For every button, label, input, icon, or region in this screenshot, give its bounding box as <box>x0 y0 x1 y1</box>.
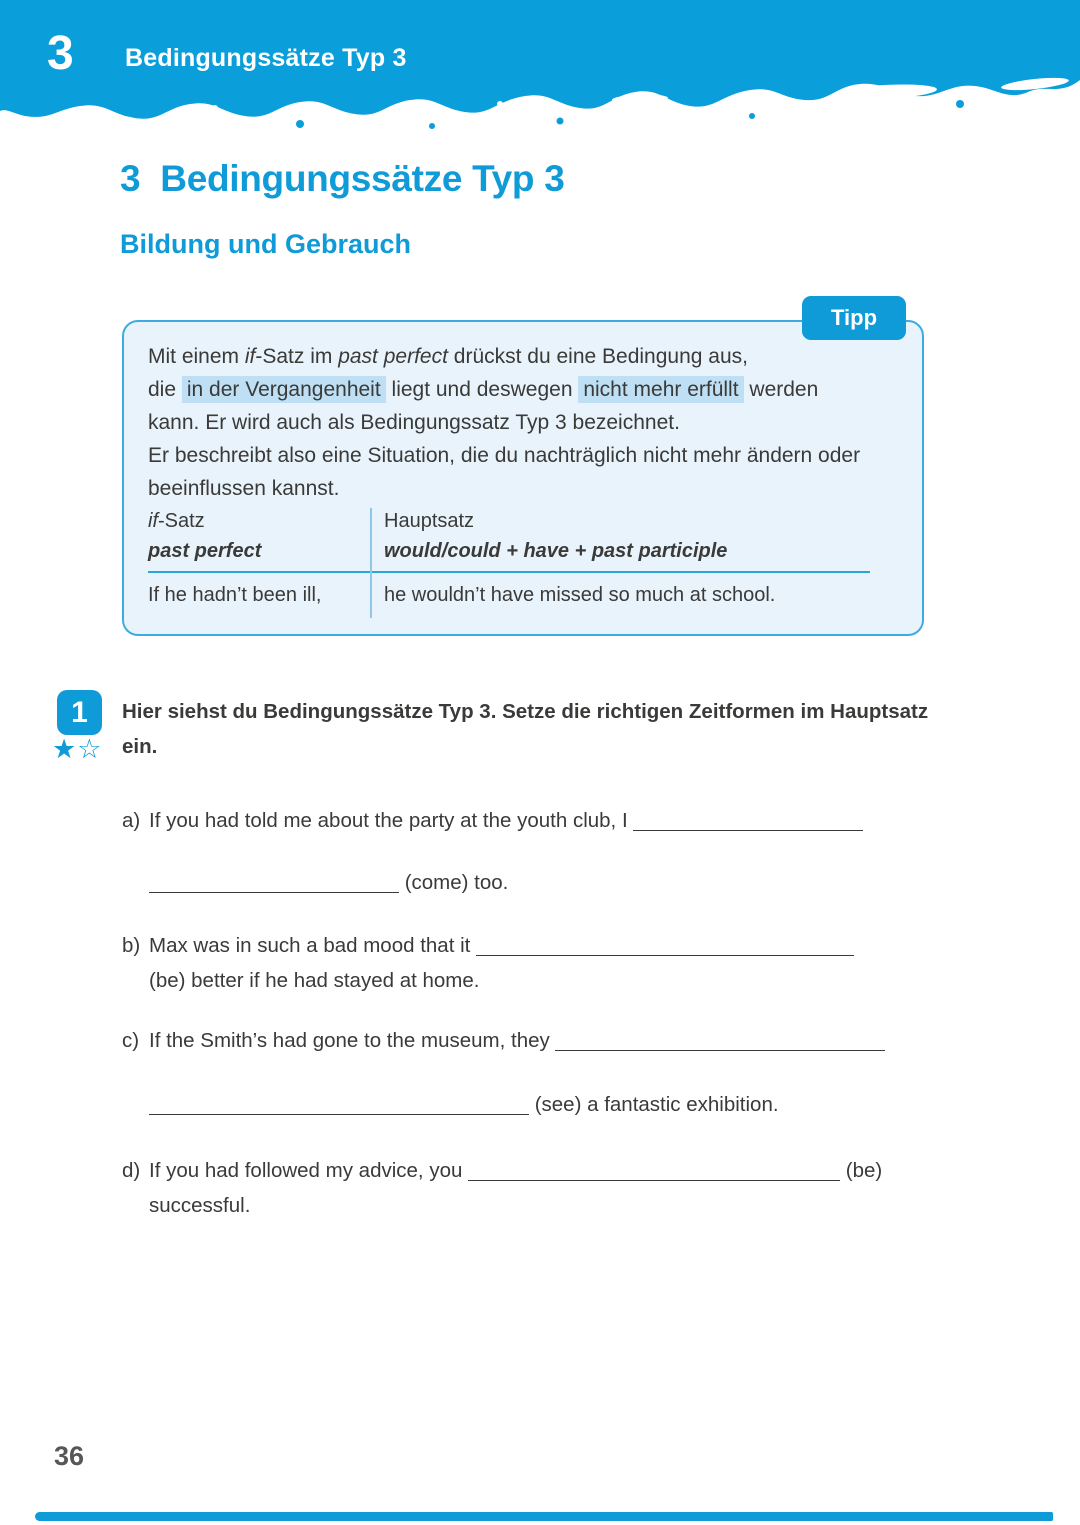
exercise-item-d-line-2 <box>122 1191 250 1221</box>
item-d-text: If you had followed my advice, you (be) <box>149 1159 883 1182</box>
page-title-text: Bedingungssätze Typ 3 <box>160 158 565 199</box>
item-b-text: Max was in such a bad mood that it <box>149 934 854 957</box>
table-column-divider <box>370 508 372 618</box>
item-b-text-2: (be) better if he had stayed at home. <box>149 969 480 992</box>
if-clause-form: past perfect <box>148 540 262 562</box>
page-title <box>120 158 564 200</box>
answer-blank <box>468 1166 840 1181</box>
main-clause-example-cell: he wouldn’t have missed so much at school. <box>384 584 776 606</box>
grammar-table <box>148 506 870 610</box>
item-a-text-2: (come) too. <box>149 871 508 894</box>
answer-blank <box>555 1036 885 1051</box>
item-label-b: b) <box>122 934 141 957</box>
exercise-item-b-line-2 <box>122 966 479 996</box>
if-clause-example-cell: If he hadn’t been ill, <box>148 584 322 606</box>
exercise-item-c-line-1 <box>122 1026 885 1056</box>
item-c-text-2: (see) a fantastic exhibition. <box>149 1093 779 1116</box>
tip-box <box>122 305 924 636</box>
exercise-item-b-line-1 <box>122 931 854 961</box>
difficulty-stars <box>52 736 102 763</box>
item-label-a: a) <box>122 809 141 832</box>
page-title-number: 3 <box>120 158 141 199</box>
exercise-item-a-line-2 <box>122 868 508 898</box>
tip-paragraph: Mit einem if-Satz im past perfect drückst du eine Bedingung aus, die in der Vergangenheit liegt und deswegen nicht mehr erfüllt werden kann. Er wird auch als Bedingungssatz Typ 3 bezeichnet. Er beschreibt also eine Situation, die du nachträglich nicht mehr ändern oder beeinflussen kannst. <box>148 345 861 500</box>
item-d-text-2: successful. <box>149 1194 251 1217</box>
table-example-row <box>148 573 870 610</box>
footer-brush-bar <box>35 1512 1053 1521</box>
table-header-row <box>148 506 870 566</box>
exercise-number-badge: 1 <box>57 690 102 735</box>
if-clause-header: if-Satz <box>148 510 205 532</box>
section-subtitle: Bildung und Gebrauch <box>120 229 411 259</box>
chapter-number: 3 <box>47 27 74 80</box>
answer-blank <box>149 1100 529 1115</box>
answer-blank <box>476 941 854 956</box>
chapter-title: Bedingungssätze Typ 3 <box>125 44 407 72</box>
item-label-d: d) <box>122 1159 141 1182</box>
main-clause-header-cell <box>370 506 870 566</box>
item-c-text: If the Smith’s had gone to the museum, they <box>149 1029 885 1052</box>
if-clause-header-cell <box>148 506 370 566</box>
main-clause-header: Hauptsatz <box>384 510 475 532</box>
exercise-item-d-line-1 <box>122 1156 882 1186</box>
answer-blank <box>149 878 399 893</box>
page-number: 36 <box>54 1441 85 1471</box>
item-a-text: If you had told me about the party at the youth club, I <box>149 809 863 832</box>
tip-tab-label: Tipp <box>802 296 906 340</box>
exercise-item-a-line-1 <box>122 806 863 836</box>
star-empty-icon: ☆ <box>77 734 103 764</box>
exercise-item-c-line-2 <box>122 1090 779 1120</box>
main-clause-form: would/could + have + past participle <box>384 540 728 562</box>
star-filled-icon: ★ <box>52 734 78 764</box>
answer-blank <box>633 816 863 831</box>
exercise-instruction: Hier siehst du Bedingungssätze Typ 3. Setze die richtigen Zeitformen im Hauptsatz ein. <box>122 700 929 758</box>
item-label-c: c) <box>122 1029 140 1052</box>
